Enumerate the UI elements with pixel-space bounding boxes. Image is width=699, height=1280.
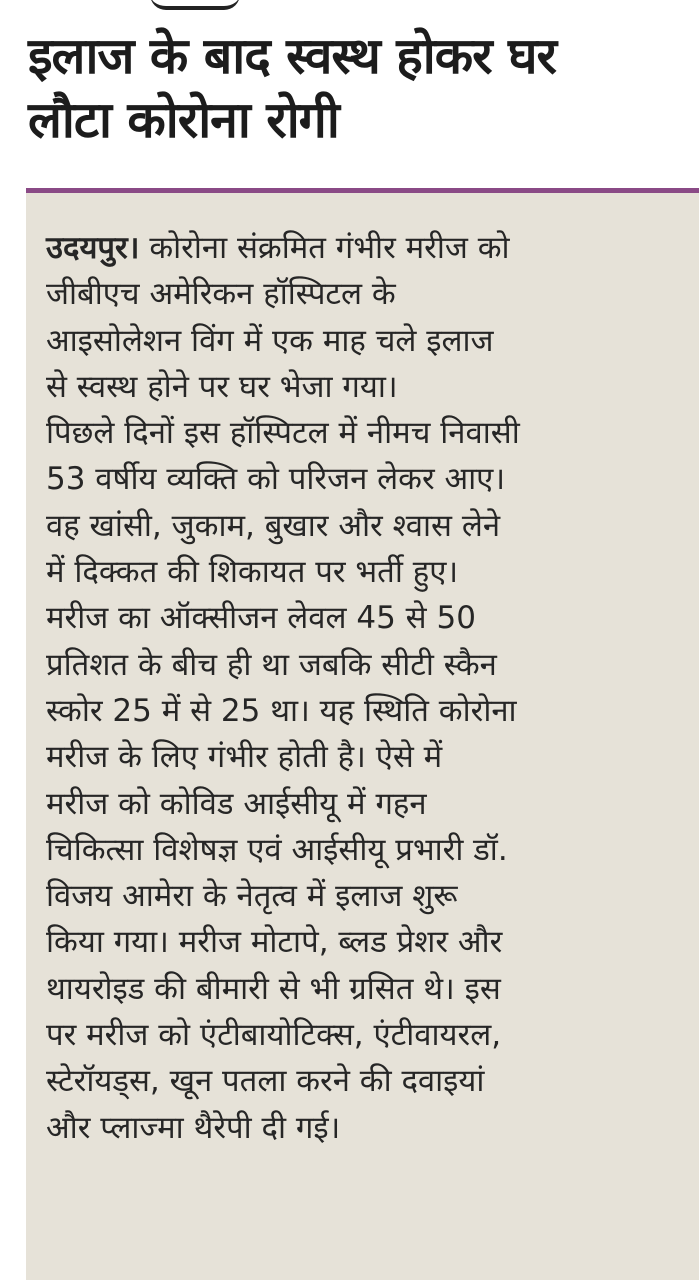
article-line: स्कोर 25 में से 25 था। यह स्थिति कोरोना (46, 692, 517, 729)
headline-line-1: इलाज के बाद स्वस्थ होकर घर (28, 27, 556, 85)
article-line: 53 वर्षीय व्यक्ति को परिजन लेकर आए। (46, 461, 506, 498)
article-line: मरीज के लिए गंभीर होती है। ऐसे में (46, 739, 443, 776)
article-line: पर मरीज को एंटीबायोटिक्स, एंटीवायरल, (46, 1017, 502, 1054)
dateline: उदयपुर। (46, 230, 140, 266)
article-line: जीबीएच अमेरिकन हॉस्पिटल के (46, 276, 396, 313)
top-strip (0, 0, 699, 26)
article-line: मरीज का ऑक्सीजन लेवल 45 से 50 (46, 600, 476, 637)
article-line: स्टेरॉयड्स, खून पतला करने की दवाइयां (46, 1063, 485, 1100)
article-line: और प्लाज्मा थैरेपी दी गई। (46, 1109, 341, 1146)
article-line: में दिक्कत की शिकायत पर भर्ती हुए। (46, 554, 459, 591)
first-line-text: कोरोना संक्रमित गंभीर मरीज को (139, 230, 510, 266)
article-line: किया गया। मरीज मोटापे, ब्लड प्रेशर और (46, 924, 503, 961)
cropped-previous-headline-fragment (150, 0, 240, 10)
article-line: प्रतिशत के बीच ही था जबकि सीटी स्कैन (46, 646, 497, 683)
article-line: थायरोइड की बीमारी से भी ग्रसित थे। इस (46, 970, 501, 1007)
article-line: मरीज को कोविड आईसीयू में गहन (46, 785, 427, 822)
article-line: से स्वस्थ होने पर घर भेजा गया। (46, 368, 398, 405)
article-line: चिकित्सा विशेषज्ञ एवं आईसीयू प्रभारी डॉ. (46, 831, 508, 868)
article-line: पिछले दिनों इस हॉस्पिटल में नीमच निवासी (46, 415, 520, 452)
article-line-1 (46, 225, 696, 271)
article-text (46, 225, 696, 1151)
headline-line-2: लौटा कोरोना रोगी (28, 91, 339, 149)
headline (28, 24, 688, 152)
article-line: विजय आमेरा के नेतृत्व में इलाज शुरू (46, 878, 458, 915)
article-line: आइसोलेशन विंग में एक माह चले इलाज (46, 322, 494, 359)
article-body-box (26, 193, 699, 1280)
article-line: वह खांसी, जुकाम, बुखार और श्वास लेने (46, 507, 501, 544)
